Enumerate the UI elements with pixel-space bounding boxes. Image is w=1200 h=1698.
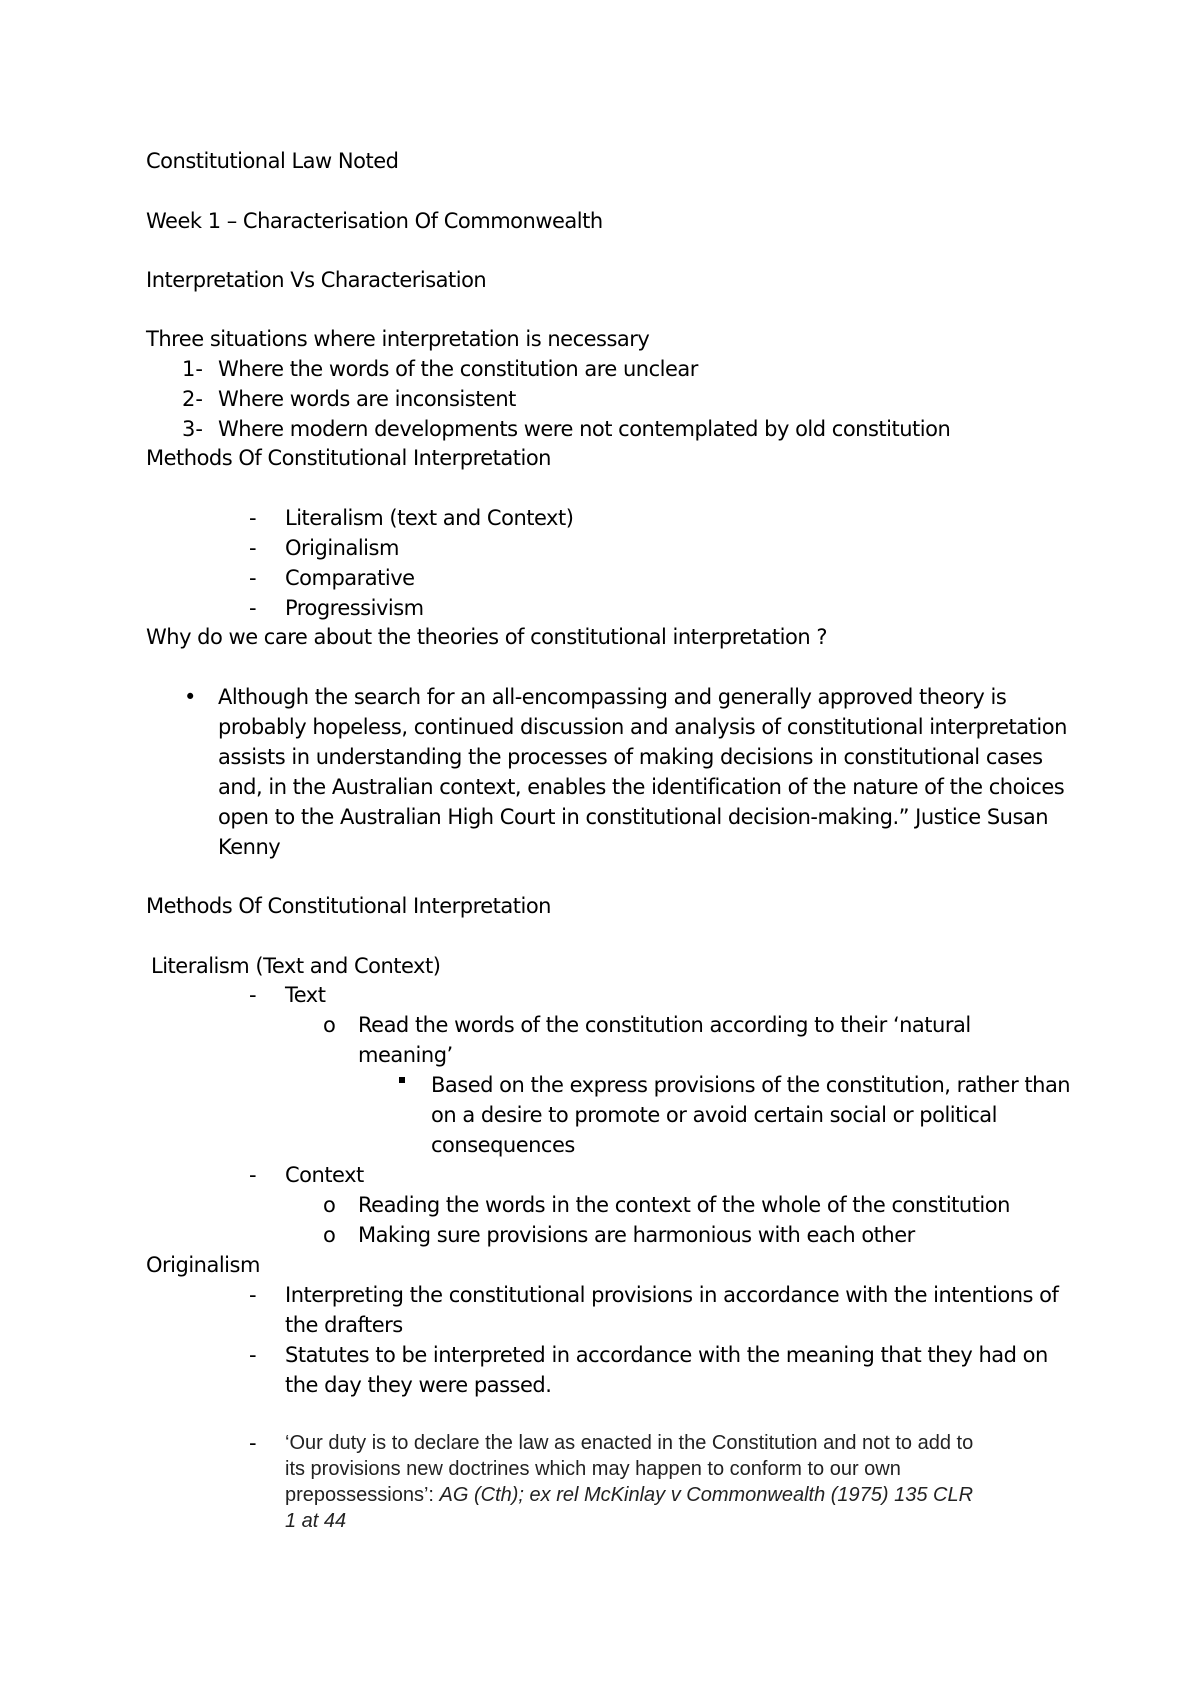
dash-marker: - [249, 536, 257, 560]
method-item: Originalism [285, 536, 399, 560]
case-citation: 1 at 44 [285, 1510, 347, 1532]
quote-line: Although the search for an all-encompassing and generally approved theory is [218, 685, 1007, 709]
week-heading: Week 1 – Characterisation Of Commonwealth [146, 209, 603, 233]
quote-line: and, in the Australian context, enables the identification of the nature of the choices [218, 775, 1065, 799]
originalism-point: the drafters [285, 1313, 403, 1337]
context-label: Context [285, 1163, 364, 1187]
originalism-point: Interpreting the constitutional provisions in accordance with the intentions of [285, 1283, 1059, 1307]
context-point: Reading the words in the context of the whole of the constitution [358, 1193, 1010, 1217]
dash-marker: - [249, 983, 257, 1007]
literalism-heading: Literalism (Text and Context) [151, 954, 441, 978]
dash-marker: - [249, 566, 257, 590]
quote-line: open to the Australian High Court in constitutional decision-making.” Justice Susan [218, 805, 1049, 829]
situation-item: Where the words of the constitution are unclear [218, 357, 698, 381]
square-bullet-icon [399, 1077, 405, 1083]
list-marker: 3- [182, 417, 203, 441]
circle-marker: o [323, 1193, 336, 1217]
interpretation-vs-characterisation-heading: Interpretation Vs Characterisation [146, 268, 487, 292]
why-care-heading: Why do we care about the theories of constitutional interpretation ? [146, 625, 827, 649]
dash-marker: - [249, 1163, 257, 1187]
dash-marker: - [249, 506, 257, 530]
document-title: Constitutional Law Noted [146, 149, 399, 173]
quote-plain-text: prepossessions’: [285, 1484, 440, 1506]
context-point: Making sure provisions are harmonious with each other [358, 1223, 915, 1247]
list-marker: 2- [182, 387, 203, 411]
methods-heading: Methods Of Constitutional Interpretation [146, 894, 551, 918]
situation-item: Where modern developments were not contemplated by old constitution [218, 417, 951, 441]
method-item: Comparative [285, 566, 415, 590]
quote-line: Kenny [218, 835, 281, 859]
circle-marker: o [323, 1013, 336, 1037]
method-item: Progressivism [285, 596, 424, 620]
situation-item: Where words are inconsistent [218, 387, 516, 411]
mckinlay-quote-line: its provisions new doctrines which may happen to conform to our own [285, 1458, 901, 1480]
dash-marker: - [249, 596, 257, 620]
literalism-subpoint: Based on the express provisions of the constitution, rather than [431, 1073, 1071, 1097]
methods-heading: Methods Of Constitutional Interpretation [146, 446, 551, 470]
literalism-subpoint: consequences [431, 1133, 575, 1157]
bullet-marker: • [184, 685, 197, 709]
mckinlay-quote-line [285, 1508, 346, 1534]
originalism-point: Statutes to be interpreted in accordance with the meaning that they had on [285, 1343, 1048, 1367]
circle-marker: o [323, 1223, 336, 1247]
dash-marker: - [249, 1343, 257, 1367]
literalism-text-point: meaning’ [358, 1043, 453, 1067]
literalism-text-point: Read the words of the constitution according to their ‘natural [358, 1013, 971, 1037]
dash-marker: - [249, 1283, 257, 1307]
literalism-subpoint: on a desire to promote or avoid certain social or political [431, 1103, 997, 1127]
originalism-point: the day they were passed. [285, 1373, 552, 1397]
mckinlay-quote-line: ‘Our duty is to declare the law as enacted in the Constitution and not to add to [285, 1432, 974, 1454]
three-situations-heading: Three situations where interpretation is necessary [146, 327, 650, 351]
dash-marker: - [249, 1431, 257, 1455]
text-label: Text [285, 983, 326, 1007]
case-citation: AG (Cth); ex rel McKinlay v Commonwealth (1975) 135 CLR [439, 1484, 974, 1506]
quote-line: probably hopeless, continued discussion and analysis of constitutional interpretation [218, 715, 1067, 739]
mckinlay-quote-line [285, 1482, 973, 1508]
quote-line: assists in understanding the processes of making decisions in constitutional cases [218, 745, 1043, 769]
originalism-heading: Originalism [146, 1253, 260, 1277]
list-marker: 1- [182, 357, 203, 381]
method-item: Literalism (text and Context) [285, 506, 574, 530]
